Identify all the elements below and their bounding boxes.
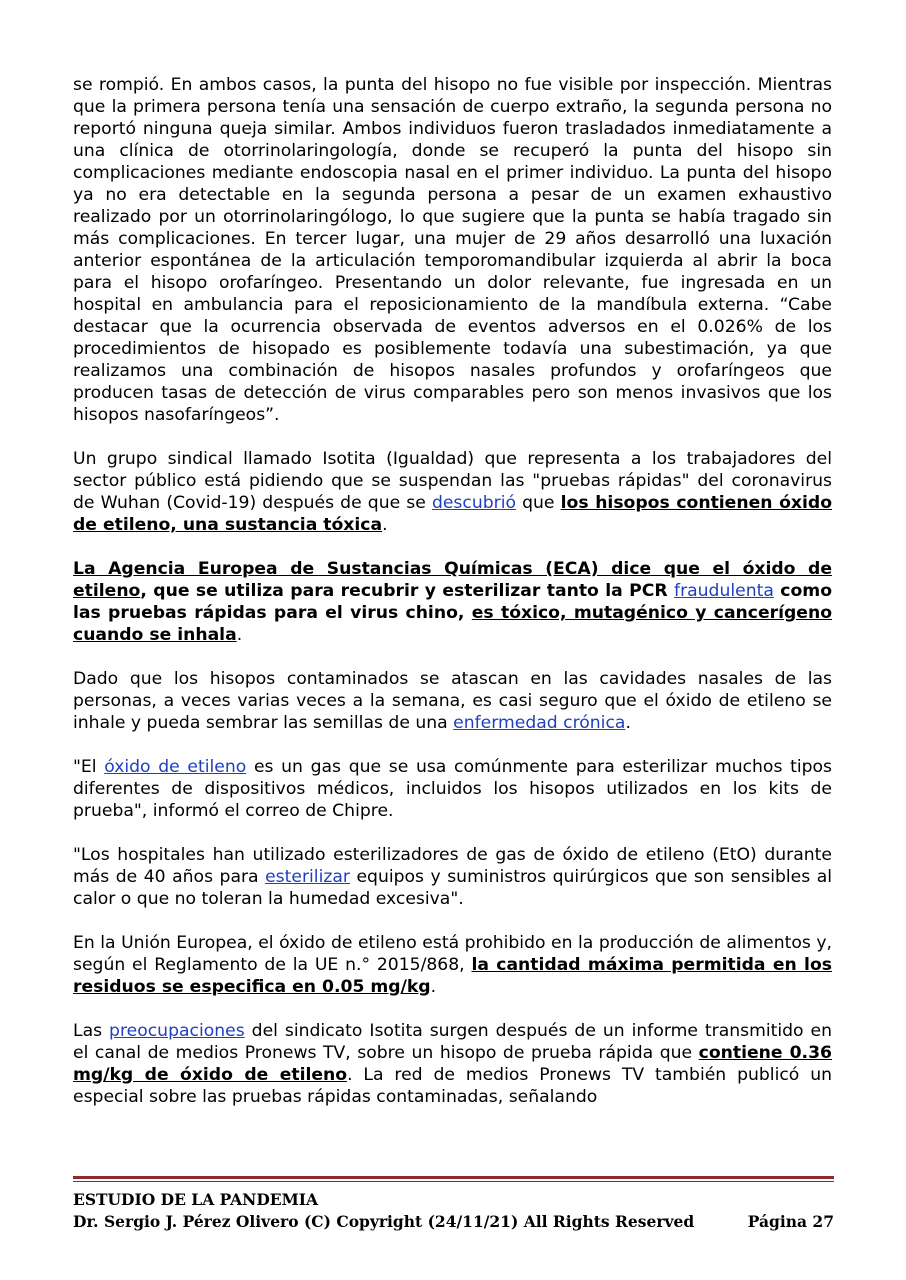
p8-bold-underlined: contiene 0.36 mg/kg de óxido de etileno: [73, 1043, 832, 1085]
paragraph-1-text: se rompió. En ambos casos, la punta del hisopo no fue visible por inspección. Mientras que la primera persona tenía una sensación de cuerpo extraño, la segunda persona no reportó ninguna queja similar. Ambos individuos fueron trasladados inmediatamente a una clínica de otorrinolaringología, donde se recuperó la punta del hisopo sin complicaciones mediante endoscopia nasal en el primer individuo. La punta del hisopo ya no era detectable en la segunda persona a pesar de un examen exhaustivo realizado por un otorrinolaringólogo, lo que sugiere que la punta se había tragado sin más complicaciones. En tercer lugar, una mujer de 29 años desarrolló una luxación anterior espontánea de la articulación temporomandibular izquierda al abrir la boca para el hisopo orofaríngeo. Presentando un dolor relevante, fue ingresada en un hospital en ambulancia para el reposicionamiento de la mandíbula externa. “Cabe destacar que la ocurrencia observada de eventos adversos en el 0.026% de los procedimientos de hisopado es posiblemente todavía una subestimación, ya que realizamos una combinación de hisopos nasales profundos y orofaríngeos que producen tasas de detección de virus comparables pero son menos invasivos que los hisopos nasofaríngeos”.: [73, 75, 832, 425]
p2-text-1: Un grupo sindical llamado Isotita (Igualdad) que representa a los trabajadores del sector público está pidiendo que se suspendan las "pruebas rápidas" del coronavirus de Wuhan (Covid-19) después de que se: [73, 449, 832, 513]
p7-text-1: En la Unión Europea, el óxido de etileno está prohibido en la producción de alimentos y, según el Reglamento de la UE n.° 2015/868,: [73, 933, 832, 975]
p2-text-2: que: [516, 493, 561, 513]
body-text: [73, 74, 832, 1130]
link-descubrio[interactable]: descubrió: [431, 493, 516, 513]
p4-text-2: .: [625, 713, 631, 733]
paragraph-3: [73, 558, 832, 646]
paragraph-5: [73, 756, 832, 822]
p4-text-1: Dado que los hisopos contaminados se atascan en las cavidades nasales de las personas, a veces varias veces a la semana, es casi seguro que el óxido de etileno se inhale y pueda sembrar las semillas de una: [73, 669, 832, 733]
link-oxido-de-etileno[interactable]: óxido de etileno: [104, 757, 247, 777]
p5-text-2: es un gas que se usa comúnmente para esterilizar muchos tipos diferentes de dispositivos médicos, incluidos los hisopos utilizados en los kits de prueba", informó el correo de Chipre.: [73, 757, 832, 821]
p7-text-2: .: [430, 977, 437, 997]
link-preocupaciones[interactable]: preocupaciones: [109, 1021, 245, 1041]
paragraph-7: [73, 932, 832, 998]
p6-text-2: equipos y suministros quirúrgicos que son sensibles al calor o que no toleran la humedad excesiva".: [73, 867, 833, 909]
paragraph-4: [73, 668, 832, 734]
paragraph-2: [73, 448, 832, 536]
link-esterilizar[interactable]: esterilizar: [265, 867, 350, 887]
p2-bold-underlined: los hisopos contienen óxido de etileno, una sustancia tóxica: [73, 493, 833, 535]
paragraph-1: [73, 74, 832, 426]
p8-text-2: del sindicato Isotita surgen después de un informe transmitido en el canal de medios Pronews TV, sobre un hisopo de prueba rápida que: [73, 1021, 832, 1063]
p3-bold-2: como las pruebas rápidas para el virus chino,: [73, 581, 833, 623]
p2-text-3: .: [382, 515, 388, 535]
p3-text-3: .: [236, 625, 243, 645]
footer-title: ESTUDIO DE LA PANDEMIA: [73, 1190, 319, 1209]
page-footer: [73, 1189, 834, 1233]
p6-text-1: "Los hospitales han utilizado esterilizadores de gas de óxido de etileno (EtO) durante más de 40 años para: [73, 845, 832, 887]
footer-divider-thick: [73, 1176, 834, 1179]
link-enfermedad-cronica[interactable]: enfermedad crónica: [453, 713, 626, 733]
p7-bold-underlined: la cantidad máxima permitida en los residuos se especifica en 0.05 mg/kg: [73, 955, 832, 997]
link-fraudulenta[interactable]: fraudulenta: [674, 581, 774, 601]
p5-text-1: "El: [73, 757, 105, 777]
p8-text-3: . La red de medios Pronews TV también publicó un especial sobre las pruebas rápidas contaminadas, señalando: [73, 1065, 832, 1107]
footer-author: Dr. Sergio J. Pérez Olivero (C) Copyright (24/11/21) All Rights Reserved: [73, 1212, 695, 1231]
footer-page-number: Página 27: [747, 1212, 834, 1231]
p8-text-1: Las: [73, 1021, 110, 1041]
p3-bold-underlined-2: es tóxico, mutagénico y cancerígeno cuando se inhala: [73, 603, 833, 645]
p3-bold-1: , que se utiliza para recubrir y esterilizar tanto la PCR: [140, 581, 675, 601]
footer-divider-thin: [73, 1181, 834, 1182]
paragraph-8: [73, 1020, 832, 1108]
footer-row: [73, 1211, 834, 1233]
p3-bold-underlined-1: La Agencia Europea de Sustancias Químicas (ECA) dice que el óxido de etileno: [73, 559, 832, 601]
paragraph-6: [73, 844, 832, 910]
